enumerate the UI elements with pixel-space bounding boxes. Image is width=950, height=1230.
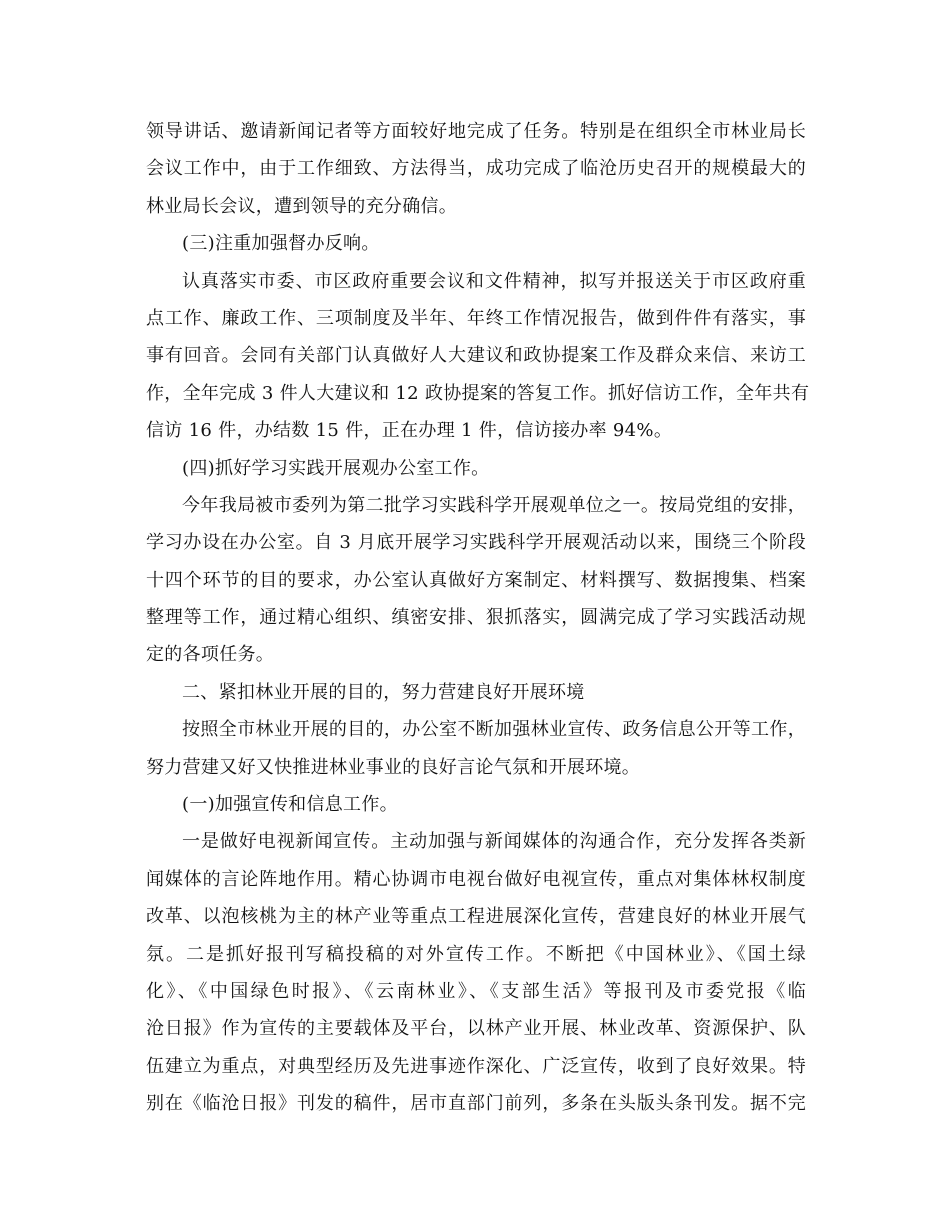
document-body — [146, 113, 810, 1123]
text-line: 领导讲话、邀请新闻记者等方面较好地完成了任务。特别是在组织全市林业局长 — [146, 121, 806, 142]
text-line: 定的各项任务。 — [146, 644, 275, 666]
text-line: 今年我局被市委列为第二批学习实践科学开展观单位之一。按局党组的安排， — [182, 494, 806, 516]
text-line: 化》、《中国绿色时报》、《云南林业》、《支部生活》等报刊及市委党报《临 — [146, 980, 806, 1002]
text-line: 沧日报》作为宣传的主要载体及平台，以林产业开展、林业改革、资源保护、队 — [146, 1018, 806, 1040]
text-line: 学习办设在办公室。自 3 月底开展学习实践科学开展观活动以来，围绕三个阶段 — [146, 532, 806, 554]
text-line: 努力营建又好又快推进林业事业的良好言论气氛和开展环境。 — [146, 756, 641, 778]
text-line: 按照全市林业开展的目的，办公室不断加强林业宣传、政务信息公开等工作， — [182, 719, 806, 741]
text-line: 点工作、廉政工作、三项制度及半年、年终工作情况报告，做到件件有落实，事 — [146, 307, 806, 329]
text-line: 十四个环节的目的要求，办公室认真做好方案制定、材料撰写、数据搜集、档案 — [146, 569, 806, 591]
text-line: 伍建立为重点，对典型经历及先进事迹作深化、广泛宣传，收到了良好效果。特 — [146, 1055, 806, 1077]
text-line: 认真落实市委、市区政府重要会议和文件精神，拟写并报送关于市区政府重 — [182, 270, 806, 292]
text-line: (三)注重加强督办反响。 — [182, 233, 380, 255]
text-line: 会议工作中，由于工作细致、方法得当，成功完成了临沧历史召开的规模最大的 — [146, 158, 806, 180]
text-line: 事有回音。会同有关部门认真做好人大建议和政协提案工作及群众来信、来访工 — [146, 345, 806, 367]
text-line: (四)抓好学习实践开展观办公室工作。 — [182, 457, 490, 479]
text-line: 信访 16 件，办结数 15 件，正在办理 1 件，信访接办率 94%。 — [146, 420, 673, 442]
text-line: 作，全年完成 3 件人大建议和 12 政协提案的答复工作。抓好信访工作，全年共有 — [146, 382, 810, 404]
text-line: 整理等工作，通过精心组织、缜密安排、狠抓落实，圆满完成了学习实践活动规 — [146, 607, 806, 629]
text-line: 二、紧扣林业开展的目的，努力营建良好开展环境 — [182, 681, 585, 703]
text-line: 林业局长会议，遭到领导的充分确信。 — [146, 195, 458, 217]
text-line: 别在《临沧日报》刊发的稿件，居市直部门前列，多条在头版头条刊发。据不完 — [146, 1093, 806, 1115]
text-line: (一)加强宣传和信息工作。 — [182, 794, 398, 816]
text-line: 闻媒体的言论阵地作用。精心协调市电视台做好电视宣传，重点对集体林权制度 — [146, 868, 806, 890]
text-line: 一是做好电视新闻宣传。主动加强与新闻媒体的沟通合作，充分发挥各类新 — [182, 831, 806, 853]
text-line: 改革、以泡核桃为主的林产业等重点工程进展深化宣传，营建良好的林业开展气 — [146, 906, 806, 928]
text-line: 氛。二是抓好报刊写稿投稿的对外宣传工作。不断把《中国林业》、《国土绿 — [146, 943, 806, 965]
